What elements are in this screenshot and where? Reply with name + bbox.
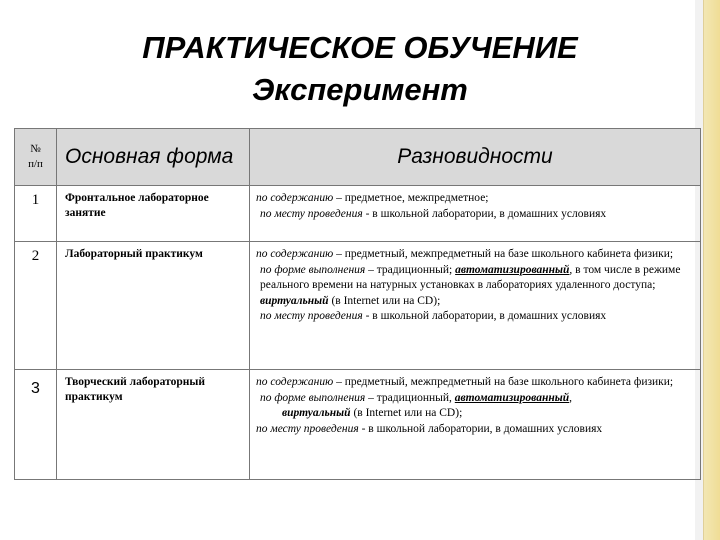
variety-performance-text3: (в Internet или на CD); [350,407,463,420]
header-number-line1: № [30,143,41,155]
variety-content-text: – предметный, межпредметный на базе школьного кабинета физики; [333,376,674,388]
variety-content-text: – предметное, межпредметное; [333,192,489,204]
variety-performance-text2: , в том числе в режиме реального времени на натурных установках в лабораториях удаленного доступа; [260,263,681,292]
row-varieties [250,186,701,242]
variety-place [256,309,696,325]
forms-table [14,128,701,480]
variety-performance-label: по форме выполнения [260,263,366,276]
header-number [15,129,57,186]
page-title: ПРАКТИЧЕСКОЕ ОБУЧЕНИЕ [142,30,578,65]
variety-content [256,247,696,263]
row-number: 2 [15,242,57,370]
variety-virtual: виртуальный [260,294,329,307]
row-number: 3 [15,370,57,480]
table-row [15,242,701,370]
row-form: Творческий лабораторный практикум [57,370,250,480]
variety-automated: автоматизированный [454,391,570,404]
variety-performance-text2: , [569,391,572,404]
variety-content [256,191,696,207]
table-row [15,370,701,480]
variety-performance-text: – традиционный, [365,391,455,404]
variety-content-label: по содержанию [256,248,334,260]
variety-content-label: по содержанию [256,192,334,204]
variety-performance [256,263,696,310]
header-varieties: Разновидности [250,129,701,186]
variety-performance-label: по форме выполнения [260,391,366,404]
header-number-line2: п/п [28,158,43,170]
table-row [15,186,701,242]
variety-place-label: по месту проведения [256,422,359,435]
variety-performance-text3: (в Internet или на CD); [328,294,441,307]
variety-place [256,422,696,438]
row-form: Фронтальное лабораторное занятие [57,186,250,242]
variety-performance-cont [256,406,696,422]
variety-place-label: по месту проведения [260,310,363,323]
variety-place-text: - в школьной лаборатории, в домашних условиях [362,310,607,323]
variety-content-text: – предметный, межпредметный на базе школьного кабинета физики; [333,248,674,260]
table-header-row [15,129,701,186]
variety-automated: автоматизированный [455,263,570,276]
page-subtitle: Эксперимент [252,72,468,107]
variety-place-text: - в школьной лаборатории, в домашних условиях [362,207,607,220]
variety-content-label: по содержанию [256,376,334,388]
row-form: Лабораторный практикум [57,242,250,370]
row-varieties [250,242,701,370]
variety-virtual: виртуальный [282,407,351,420]
variety-place-label: по месту проведения [260,207,363,220]
row-varieties [250,370,701,480]
variety-content [256,375,696,391]
variety-place-text: - в школьной лаборатории, в домашних условиях [358,422,603,435]
header-form: Основная форма [57,129,250,186]
row-number: 1 [15,186,57,242]
variety-performance-text: – традиционный; [365,263,456,276]
variety-performance [256,391,696,407]
variety-place [256,207,696,223]
